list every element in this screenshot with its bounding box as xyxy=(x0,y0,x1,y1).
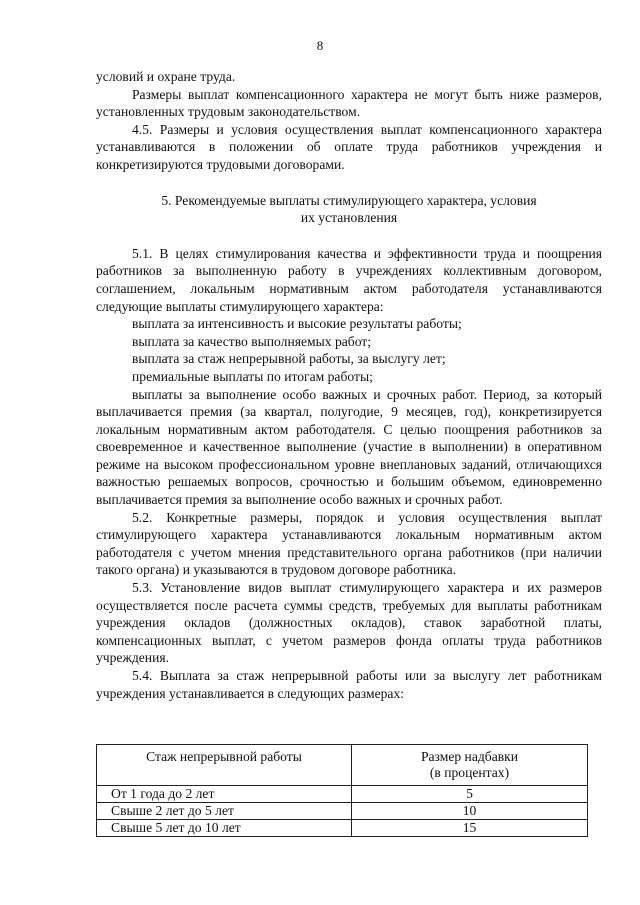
section-5-heading: 5. Рекомендуемые выплаты стимулирующего характера, условия их установления xyxy=(161,192,537,226)
table-cell-percent: 5 xyxy=(352,786,588,803)
paragraph-urgent-works: выплаты за выполнение особо важных и срочных работ. Период, за который выплачивается премия (за квартал, полугодие, 9 месяцев, год), конкретизируется локальным нормативным актом работодателя. С целью поощрения работников за своевременное и качественное выполнение (участие в выполнении) в оперативном режиме на высоком профессиональном уровне внеплановых заданий, отличающихся важностью решаемых вопросов, срочностью и большим объемом, единовременно выплачивается премия за выполнение особо важных и срочных работ. xyxy=(96,386,602,508)
document-body xyxy=(96,68,602,702)
table-header-row xyxy=(97,745,588,786)
paragraph-compensation-size: Размеры выплат компенсационного характера не могут быть ниже размеров, установленных трудовым законодательством. xyxy=(96,86,602,120)
list-item: выплата за интенсивность и высокие результаты работы; xyxy=(132,316,462,332)
paragraph-5-3: 5.3. Установление видов выплат стимулирующего характера и их размеров осуществляется после расчета суммы средств, требуемых для выплаты работникам учреждения окладов (должностных окладов), ставок заработной платы, компенсационных выплат, с учетом размеров фонда оплаты труда работников учреждения. xyxy=(96,580,602,666)
table-cell-percent: 15 xyxy=(352,820,588,837)
table-row xyxy=(97,786,588,803)
table-header-seniority: Стаж непрерывной работы xyxy=(97,745,352,786)
paragraph-4-5: 4.5. Размеры и условия осуществления выплат компенсационного характера устанавливаются в положении об оплате труда работников учреждения и конкретизируются трудовыми договорами. xyxy=(96,121,602,172)
list-item: премиальные выплаты по итогам работы; xyxy=(132,368,373,384)
table-cell-percent: 10 xyxy=(352,803,588,820)
paragraph-continuation: условий и охране труда. xyxy=(96,69,236,84)
seniority-bonus-table xyxy=(96,744,588,837)
paragraph-5-2: 5.2. Конкретные размеры, порядок и условия осуществления выплат стимулирующего характера устанавливаются локальным нормативным актом работодателя с учетом мнения представительного органа работников (при наличии такого органа) и указываются в трудовом договоре работника. xyxy=(96,509,602,578)
paragraph-5-4: 5.4. Выплата за стаж непрерывной работы или за выслугу лет работникам учреждения устанавливается в следующих размерах: xyxy=(96,668,602,701)
page-number: 8 xyxy=(316,38,324,53)
list-item: выплата за качество выполняемых работ; xyxy=(132,333,372,349)
table-cell-seniority: От 1 года до 2 лет xyxy=(97,786,352,803)
table-cell-seniority: Свыше 5 лет до 10 лет xyxy=(97,820,352,837)
table-header-bonus: Размер надбавки (в процентах) xyxy=(352,745,588,786)
table-cell-seniority: Свыше 2 лет до 5 лет xyxy=(97,803,352,820)
list-item: выплата за стаж непрерывной работы, за выслугу лет; xyxy=(132,351,446,367)
table-row xyxy=(97,820,588,837)
paragraph-5-1: 5.1. В целях стимулирования качества и эффективности труда и поощрения работников за выполненную работу в учреждениях коллективным договором, соглашением, локальным нормативным актом работодателя устанавливаются следующие выплаты стимулирующего характера: xyxy=(96,245,602,314)
table-row xyxy=(97,803,588,820)
